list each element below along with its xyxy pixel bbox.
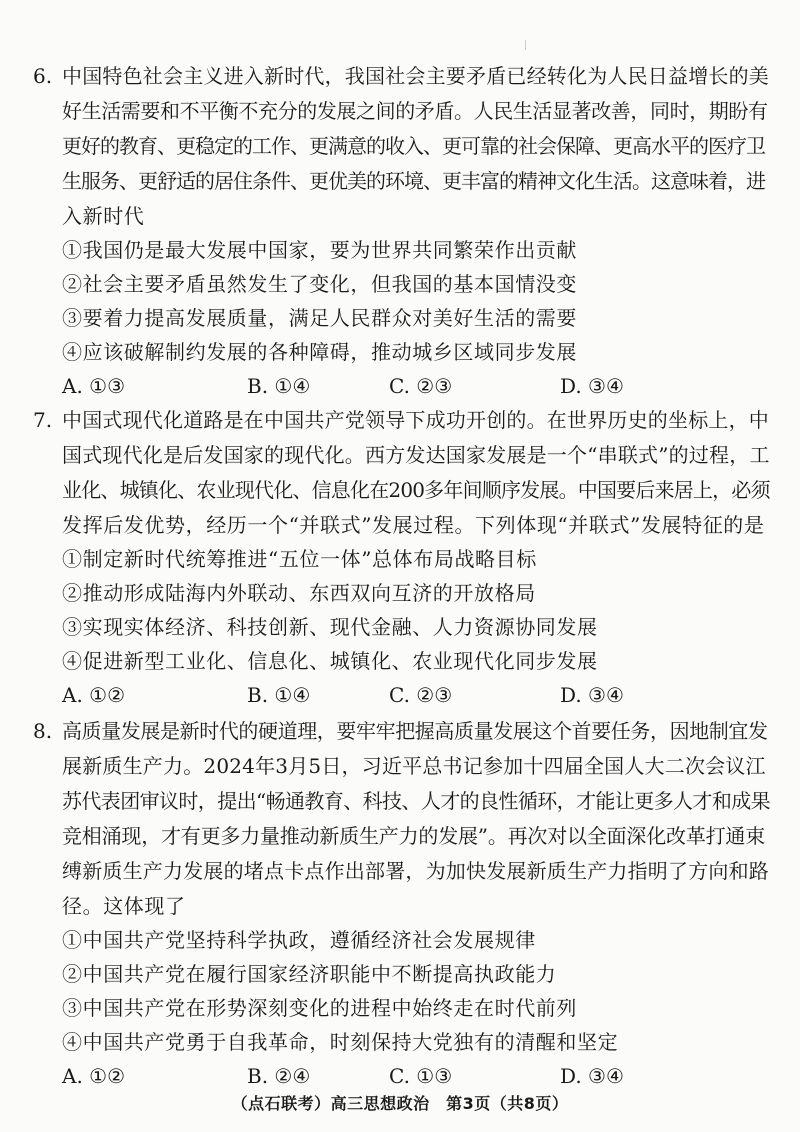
question-8-number: 8. — [33, 719, 53, 743]
option-a[interactable]: A. ①② — [62, 1064, 126, 1088]
question-7-options — [62, 683, 762, 707]
question-8-item: ④中国共产党勇于自我革命，时刻保持大党独有的清醒和坚定 — [62, 1030, 619, 1054]
question-7-stem-line: 中国式现代化道路是在中国共产党领导下成功开创的。在世界历史的坐标上，中 — [62, 408, 769, 432]
option-c[interactable]: C. ①③ — [389, 1064, 453, 1088]
question-8-stem-line: 苏代表团审议时，提出“畅通教育、科技、人才的良性循环，才能让更多人才和成果 — [62, 789, 771, 813]
option-b[interactable]: B. ②④ — [247, 1064, 311, 1088]
option-c[interactable]: C. ②③ — [389, 374, 453, 398]
question-6-number: 6. — [33, 64, 53, 88]
question-7-item: ①制定新时代统筹推进“五位一体”总体布局战略目标 — [62, 547, 537, 571]
question-6-stem-line: 入新时代 — [62, 204, 145, 228]
question-8-stem-line: 缚新质生产力发展的堵点卡点作出部署，为加快发展新质生产力指明了方向和路 — [62, 859, 769, 883]
question-7-stem-line: 国式现代化是后发国家的现代化。西方发达国家发展是一个“串联式”的过程，工 — [62, 443, 770, 467]
option-d[interactable]: D. ③④ — [560, 683, 624, 707]
question-6-item: ②社会主要矛盾虽然发生了变化，但我国的基本国情没变 — [62, 272, 577, 296]
question-6-options — [62, 374, 762, 398]
question-8-item: ①中国共产党坚持科学执政，遵循经济社会发展规律 — [62, 928, 536, 952]
question-6-stem-line: 好生活需要和不平衡不充分的发展之间的矛盾。人民生活显著改善，同时，期盼有 — [62, 99, 768, 123]
option-d[interactable]: D. ③④ — [560, 1064, 624, 1088]
question-7-item: ④促进新型工业化、信息化、城镇化、农业现代化同步发展 — [62, 649, 598, 673]
question-6-item: ①我国仍是最大发展中国家，要为世界共同繁荣作出贡献 — [62, 238, 577, 262]
question-6-stem-line: 生服务、更舒适的居住条件、更优美的环境、更丰富的精神文化生活。这意味着，进 — [62, 169, 765, 193]
option-c[interactable]: C. ②③ — [389, 683, 453, 707]
question-6-item: ④应该破解制约发展的各种障碍，推动城乡区域同步发展 — [62, 340, 577, 364]
question-8-stem-line: 展新质生产力。2024年3月5日，习近平总书记参加十四届全国人大二次会议江 — [62, 754, 766, 778]
option-d[interactable]: D. ③④ — [560, 374, 624, 398]
question-6-stem-line: 中国特色社会主义进入新时代，我国社会主要矛盾已经转化为人民日益增长的美 — [62, 64, 769, 88]
question-8-item: ②中国共产党在履行国家经济职能中不断提高执政能力 — [62, 962, 557, 986]
option-a[interactable]: A. ①③ — [62, 374, 126, 398]
scan-mark — [525, 40, 526, 50]
question-8-stem-line: 竞相涌现，才有更多力量推动新质生产力的发展”。再次对以全面深化改革打通束 — [62, 824, 766, 848]
option-a[interactable]: A. ①② — [62, 683, 126, 707]
question-8-options — [62, 1064, 762, 1088]
question-7-stem-line: 发挥后发优势，经历一个“并联式”发展过程。下列体现“并联式”发展特征的是 — [62, 513, 765, 537]
option-b[interactable]: B. ①④ — [247, 374, 311, 398]
question-7-number: 7. — [33, 408, 53, 432]
question-7-item: ③实现实体经济、科技创新、现代金融、人力资源协同发展 — [62, 615, 598, 639]
option-b[interactable]: B. ①④ — [247, 683, 311, 707]
question-8-item: ③中国共产党在形势深刻变化的进程中始终走在时代前列 — [62, 996, 577, 1020]
question-8-stem-line: 径。这体现了 — [62, 894, 186, 918]
question-6-item: ③要着力提高发展质量，满足人民群众对美好生活的需要 — [62, 306, 577, 330]
page-footer: （点石联考）高三思想政治 第3页（共8页） — [231, 1094, 569, 1113]
question-7-item: ②推动形成陆海内外联动、东西双向互济的开放格局 — [62, 581, 536, 605]
question-7-stem-line: 业化、城镇化、农业现代化、信息化在200多年间顺序发展。中国要后来居上，必须 — [62, 478, 770, 502]
question-8-stem-line: 高质量发展是新时代的硬道理，要牢牢把握高质量发展这个首要任务，因地制宜发 — [62, 719, 768, 743]
question-6-stem-line: 更好的教育、更稳定的工作、更满意的收入、更可靠的社会保障、更高水平的医疗卫 — [62, 134, 765, 158]
